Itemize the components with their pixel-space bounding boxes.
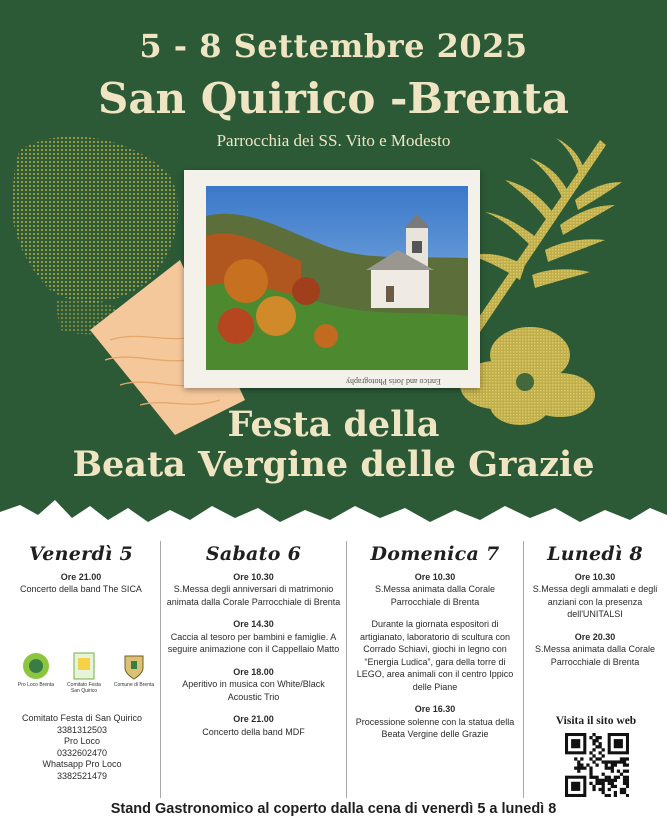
comune-crest-icon — [122, 652, 146, 680]
footer-banner: Stand Gastronomico al coperto dalla cena di venerdì 5 a lunedì 8 — [110, 801, 557, 817]
contact-proloco: Pro Loco — [63, 736, 101, 746]
event-desc: Processione solenne con la statua della Beata Vergine delle Grazie — [355, 716, 515, 739]
event-desc: Concerto della band MDF — [202, 726, 305, 737]
day-column-saturday — [166, 543, 341, 748]
event — [529, 571, 661, 621]
event-desc: Aperitivo in musica con White/Black Acoustic Trio — [182, 679, 325, 702]
logo-comitato — [64, 652, 104, 694]
event-desc: Durante la giornata espositori di artigianato, laboratorio di scultura con Corrado Schiavi, giochi in legno con “Energia Ludica”, gara della torre di LEGO, area animali con il centro Ippico delle Piane — [356, 619, 514, 692]
event — [352, 571, 518, 609]
event-desc: Concerto della band The SICA — [20, 584, 142, 594]
event-time: Ore 18.00 — [233, 666, 274, 677]
column-divider — [523, 541, 524, 798]
parish-name: Parrocchia dei SS. Vito e Modesto — [216, 131, 451, 150]
column-divider — [160, 541, 161, 798]
comitato-logo-icon — [72, 652, 96, 680]
day-title: Sabato 6 — [205, 543, 302, 565]
event — [166, 666, 341, 704]
day-column-friday — [6, 543, 156, 606]
contact-whatsapp: Whatsapp Pro Loco — [42, 759, 122, 769]
event-desc: S.Messa degli ammalati e degli anziani con la presenza dell'UNITALSI — [532, 584, 658, 619]
event-time: Ore 10.30 — [233, 571, 274, 582]
logo-proloco — [16, 652, 56, 688]
day-title: Domenica 7 — [370, 543, 500, 565]
event — [6, 571, 156, 596]
logo-comune — [112, 652, 156, 688]
event-time: Ore 21.00 — [233, 714, 274, 724]
event-time: Ore 21.00 — [60, 571, 102, 582]
contact-proloco-phone: 0332602470 — [56, 747, 108, 758]
event — [529, 631, 661, 669]
website-label: Visita il sito web — [555, 715, 637, 727]
event-time: Ore 10.30 — [574, 571, 616, 582]
event-dates: 5 - 8 Settembre 2025 — [139, 27, 528, 65]
sponsor-logos — [16, 652, 156, 696]
event — [166, 618, 341, 656]
event-time: Ore 20.30 — [574, 631, 616, 642]
contact-whatsapp-phone: 3382521479 — [56, 770, 108, 781]
contacts — [8, 713, 156, 782]
event — [166, 571, 341, 609]
event-place: San Quirico -Brenta — [97, 74, 569, 123]
event-desc: S.Messa degli anniversari di matrimonio animata dalla Corale Parrocchiale di Brenta — [166, 584, 341, 607]
event-desc: Caccia al tesoro per bambini e famiglie. A seguire animazione con il Cappellaio Matto — [167, 631, 340, 654]
contact-comitato-phone: 3381312503 — [56, 724, 108, 735]
day-title: Venerdì 5 — [28, 543, 134, 565]
contact-comitato: Comitato Festa di San Quirico — [21, 713, 143, 723]
festa-title-line2: Beata Vergine delle Grazie — [72, 444, 595, 485]
event-time: Ore 14.30 — [233, 619, 274, 629]
event-desc: S.Messa animata dalla Corale Parrocchiale di Brenta — [534, 644, 656, 667]
event — [352, 618, 518, 693]
logo-label: Comune di Brenta — [113, 682, 155, 688]
event — [166, 713, 341, 738]
proloco-logo-icon — [22, 652, 50, 680]
event — [352, 703, 518, 741]
photo-caption: Enrico and Joris Photography — [346, 377, 441, 386]
logo-label: Comitato Festa San Quirico — [67, 682, 101, 694]
column-divider — [346, 541, 347, 798]
day-column-sunday — [352, 543, 518, 751]
event-desc: S.Messa animata dalla Corale Parrocchiale di Brenta — [374, 584, 496, 607]
qr-code-graphic — [565, 733, 629, 797]
festa-title-line1: Festa della — [227, 404, 440, 445]
day-column-monday — [529, 543, 661, 678]
logo-label: Pro Loco Brenta — [17, 682, 55, 688]
qr-code-icon[interactable] — [565, 733, 629, 797]
event-time: Ore 16.30 — [414, 704, 456, 714]
day-title: Lunedì 8 — [547, 543, 643, 565]
event-time: Ore 10.30 — [414, 571, 456, 582]
